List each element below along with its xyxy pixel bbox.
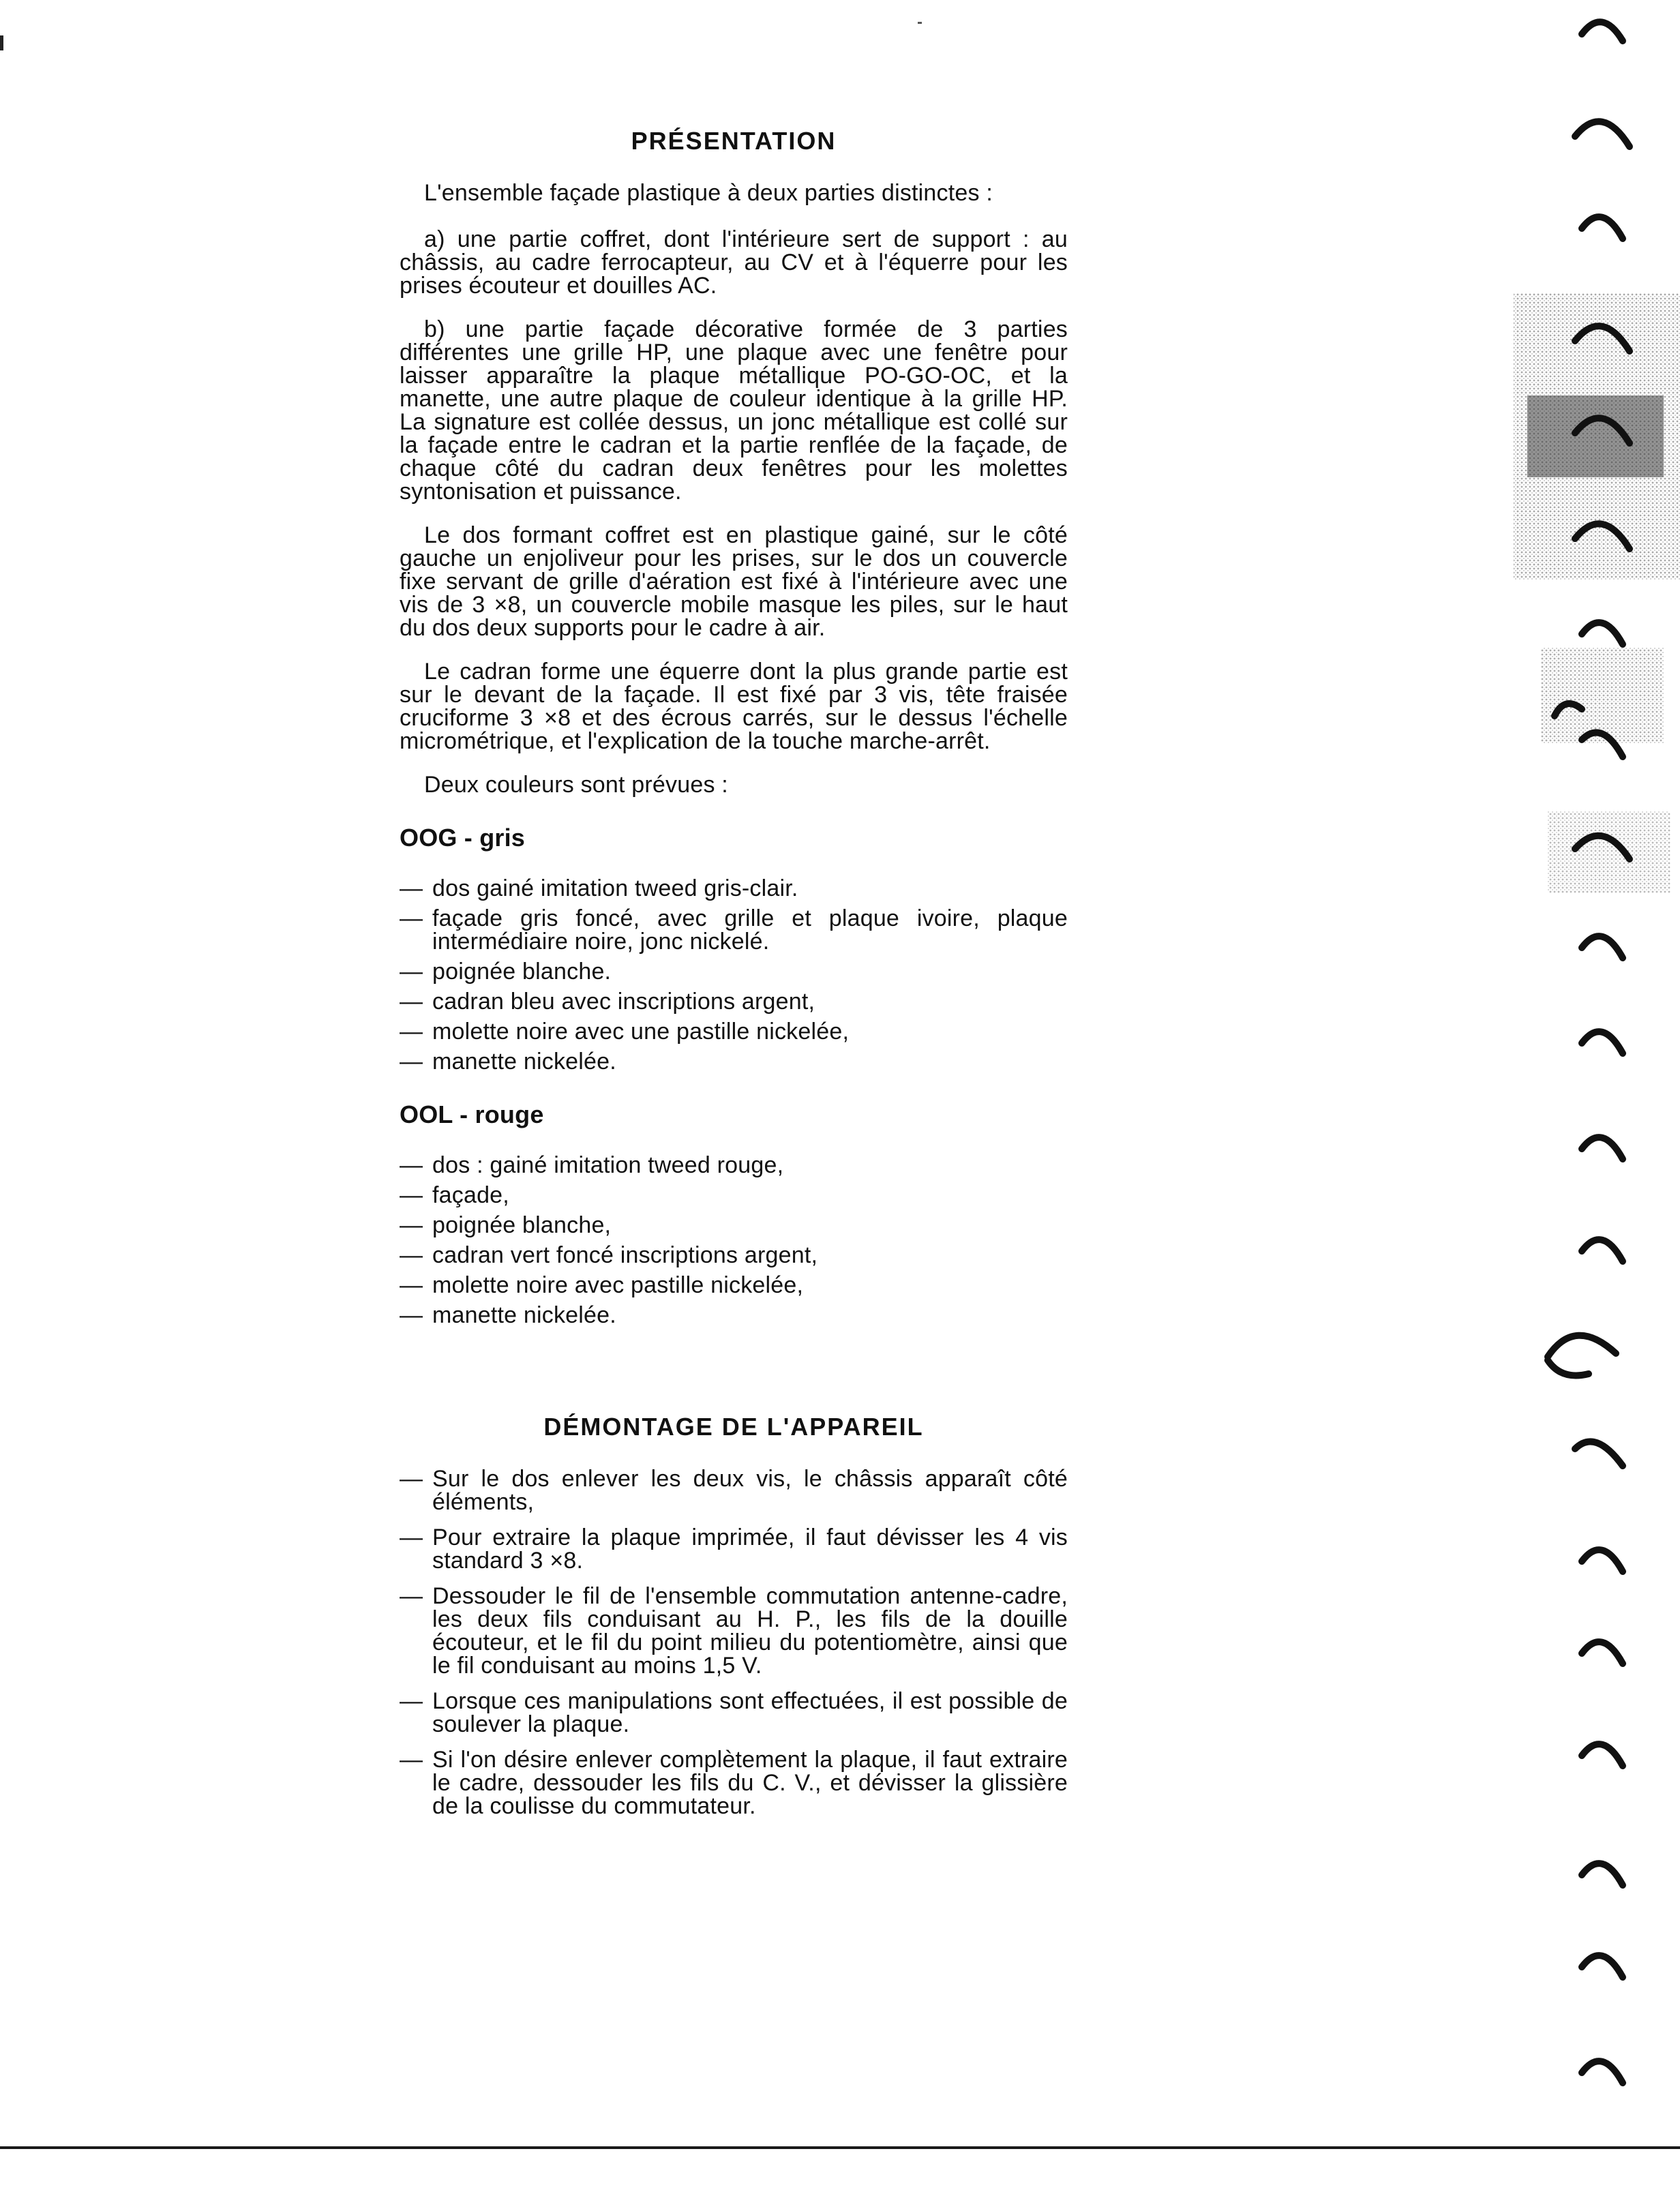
list-item: — cadran bleu avec inscriptions argent, [400,990,1068,1013]
bottom-rule [0,2146,1680,2149]
ring-hole [1582,1550,1623,1572]
demontage-title: DÉMONTAGE DE L'APPAREIL [543,1413,924,1441]
list-item: — façade gris foncé, avec grille et plaque ivoire, plaque intermédiaire noire, jonc nickelé. [400,907,1068,953]
scan-dot [918,22,922,24]
list-item: — Sur le dos enlever les deux vis, le châssis apparaît côté éléments, [400,1467,1068,1514]
paragraph-b: b) une partie façade décorative formée de 3 parties différentes une grille HP, une plaque avec une fenêtre pour laisser apparaître la plaque métallique PO-GO-OC, et la manette, une autre plaque de couleur identique à la grille HP. La signature est collée dessus, un jonc métallique est collé sur la façade entre le cadran et la partie renflée de la façade, de chaque côté du cadran deux fenêtres pour les molettes syntonisation et puissance. [400,316,1068,505]
list-item: — Pour extraire la plaque imprimée, il faut dévisser les 4 vis standard 3 ×8. [400,1526,1068,1572]
ring-hole [1582,1240,1623,1261]
list-item: — façade, [400,1184,1068,1207]
ring-hole [1548,1336,1616,1357]
ring-hole [1575,836,1630,859]
ring-hole [1582,1863,1623,1885]
list-item: — Si l'on désire enlever complètement la plaque, il faut extraire le cadre, dessouder les fils du C. V., et dévisser la glissière de la coulisse du commutateur. [400,1748,1068,1818]
demontage-section [400,1415,1068,1818]
ring-hole [1582,936,1623,958]
ool-heading: OOL - rouge [400,1100,544,1128]
presentation-title: PRÉSENTATION [631,127,837,155]
list-item: — manette nickelée. [400,1304,1068,1327]
paragraph-cadran: Le cadran forme une équerre dont la plus grande partie est sur le devant de la façade. Il est fixé par 3 vis, tête fraisée cruciforme 3 ×8 et des écrous carrés, sur le dessus l'échelle micrométrique, et l'explication de la touche marche-arrêt. [400,659,1068,754]
list-item: — Lorsque ces manipulations sont effectuées, il est possible de soulever la plaque. [400,1690,1068,1736]
list-item: — cadran vert foncé inscriptions argent, [400,1244,1068,1267]
paragraph-a: a) une partie coffret, dont l'intérieure sert de support : au châssis, au cadre ferrocapteur, au CV et à l'équerre pour les prises écouteur et douilles AC. [400,226,1068,299]
ring-hole [1575,524,1630,549]
list-item: — molette noire avec pastille nickelée, [400,1274,1068,1297]
ring-hole [1582,22,1623,41]
ring-hole [1582,1137,1623,1159]
ring-hole [1582,217,1623,239]
paragraph-dos: Le dos formant coffret est en plastique gainé, sur le côté gauche un enjoliveur pour les prises, sur le dos un couvercle fixe servant de grille d'aération est fixé à l'intérieure avec une vis de 3 ×8, un couvercle mobile masque les piles, sur le haut du dos deux supports pour le cadre à air. [400,522,1068,641]
text-column [400,127,1068,1830]
ring-hole [1582,1955,1623,1977]
ring-hole [1582,732,1623,757]
oog-list [400,877,1068,1073]
scan-mark [0,35,3,50]
list-item: — poignée blanche. [400,960,1068,983]
ring-hole [1575,418,1630,443]
ring-hole [1548,1360,1589,1376]
presentation-section [400,127,1068,1328]
ring-hole [1582,1642,1623,1664]
colors-intro: Deux couleurs sont prévues : [424,772,728,798]
intro-paragraph: L'ensemble façade plastique à deux parties distinctes : [424,180,993,206]
list-item: — Dessouder le fil de l'ensemble commutation antenne-cadre, les deux fils conduisant au H. P., les fils de la douille écouteur, et le fil du point milieu du potentiomètre, ainsi que le fil conduisant au moins 1,5 V. [400,1585,1068,1677]
oog-heading: OOG - gris [400,824,526,852]
ool-list [400,1154,1068,1327]
list-item: — dos gainé imitation tweed gris-clair. [400,877,1068,900]
demontage-list [400,1467,1068,1818]
list-item: — poignée blanche, [400,1214,1068,1237]
ring-hole [1582,2061,1623,2083]
list-item: — molette noire avec une pastille nickelée, [400,1020,1068,1043]
ring-hole [1575,1441,1623,1466]
ring-hole [1582,1744,1623,1766]
list-item: — dos : gainé imitation tweed rouge, [400,1154,1068,1177]
ring-hole [1575,121,1630,147]
ring-hole [1555,704,1582,716]
ring-hole [1582,622,1623,644]
ring-hole [1582,1032,1623,1053]
list-item: — manette nickelée. [400,1050,1068,1073]
binding-rings [1500,0,1680,2192]
ring-hole [1575,326,1630,351]
